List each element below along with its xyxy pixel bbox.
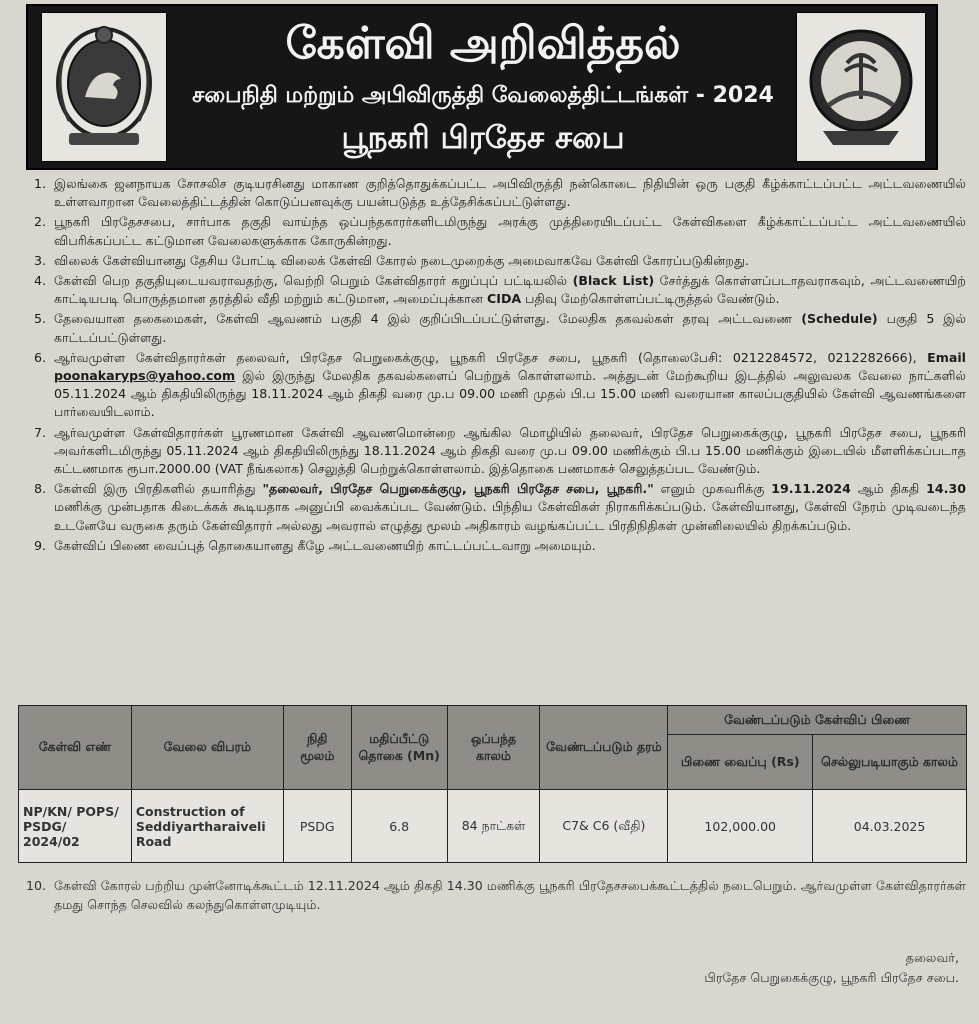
text-run: கேள்வி இரு பிரதிகளில் தயாரித்து <box>54 481 263 497</box>
text-run: ஆம் திகதி <box>850 481 927 497</box>
notice-point <box>18 213 966 249</box>
table-header-row <box>19 706 967 735</box>
email-link[interactable]: poonakaryps@yahoo.com <box>54 368 236 384</box>
point-text <box>54 480 966 535</box>
black-list-term: (Black List) <box>572 273 655 289</box>
point-text: ஆர்வமுள்ள கேள்விதாரர்கள் பூரணமான கேள்வி ஆவணமொன்றை ஆங்கில மொழியில் தலைவர், பிரதேச பெறுகைக்குழு, பூநகரி பிரதேச சபை, பூநகரி அவர்களிடமிருந்து 05.11.2024 ஆம் திகதியிலிருந்து 18.11.2024 ஆம் திகதி வரை மு.ப 09.00 மணிக்கும் பி.ப 15.00 மணிக்கும் இடையில் மீளளிக்கப்படாத கட்டணமாக ரூபா.2000.00 (VAT நீங்கலாக) செலுத்தி பெற்றுக்கொள்ளலாம். இத்தொகை பணமாகச் செலுத்தப்பட வேண்டும். <box>54 424 966 477</box>
notice-point <box>18 877 966 914</box>
notice-title: கேள்வி அறிவித்தல் <box>285 18 681 69</box>
notice-point <box>18 175 966 211</box>
cida-term: CIDA <box>487 291 522 307</box>
point-number: 10. <box>25 878 46 893</box>
cell-validity: 04.03.2025 <box>813 790 967 863</box>
cell-grade: C7& C6 (வீதி) <box>540 790 668 863</box>
point-text: கேள்விப் பிணை வைப்புத் தொகையானது கீழே அட்டவணையிற் காட்டப்பட்டவாறு அமையும். <box>54 537 596 553</box>
signature-title: தலைவர், <box>905 950 959 965</box>
col-bond-amount: பிணை வைப்பு (Rs) <box>668 735 813 790</box>
point-number: 6. <box>33 349 46 365</box>
closing-time: 14.30 <box>926 481 966 497</box>
point-text <box>54 349 966 422</box>
point-text <box>54 272 966 308</box>
cell-bond: 102,000.00 <box>668 790 813 863</box>
point-text: இலங்கை ஜனநாயக சோசலிச குடியரசினது மாகாண குறித்தொதுக்கப்பட்ட அபிவிருத்தி நன்கொடை நிதியின் ஒரு பகுதி கீழ்க்காட்டப்பட்ட அட்டவணையில் உள்ளவாறான வேலைத்திட்டத்தின் கொடுப்பனவுக்கு பயன்படுத்த உத்தேசிக்கப்பட்டுள்ளது. <box>54 176 966 210</box>
point-number: 4. <box>33 273 46 289</box>
council-emblem-icon <box>796 12 926 162</box>
point-number: 3. <box>33 252 46 268</box>
point-text <box>54 310 966 346</box>
text-run: சேர்த்துக் கொள்ளப்படாதவராகவும், அட்டவணையிற் காட்டியபடி பொருத்தமான தரத்தில் வீதி மற்றும் கட்டுமான, அமைப்புக்கான <box>54 273 966 307</box>
col-validity: செல்லுபடியாகும் காலம் <box>813 735 967 790</box>
cell-estimate: 6.8 <box>351 790 447 863</box>
tender-schedule-table <box>18 705 967 863</box>
notice-point <box>18 252 966 270</box>
signature-office: பிரதேச பெறுகைக்குழு, பூநகரி பிரதேச சபை. <box>704 970 959 985</box>
col-contract-period: ஒப்பந்த காலம் <box>447 706 540 790</box>
point-text: பூநகரி பிரதேசசபை, சார்பாக தகுதி வாய்ந்த ஒப்பந்தகாரர்களிடமிருந்து அரக்கு முத்திரையிடப்பட்ட கேள்விகளை கீழ்க்காட்டப்பட்ட அட்டவணையில் விபரிக்கப்பட்ட கட்டுமான வேலைகளுக்காக கோருகின்றது. <box>54 214 966 248</box>
cell-period: 84 நாட்கள் <box>447 790 540 863</box>
notice-subtitle: சபைநிதி மற்றும் அபிவிருத்தி வேலைத்திட்டங்கள் - 2024 <box>192 83 774 108</box>
col-required-grade: வேண்டப்படும் தரம் <box>540 706 668 790</box>
sri-lanka-emblem-icon <box>41 12 167 162</box>
text-run: தேவையான தகைமைகள், கேள்வி ஆவணம் பகுதி 4 இல் குறிப்பிடப்பட்டுள்ளது. மேலதிக தகவல்கள் தரவு அட்டவணை <box>54 311 802 327</box>
notice-point <box>18 537 966 555</box>
notice-point-10 <box>18 877 966 916</box>
point-number: 2. <box>33 214 46 230</box>
cell-fund: PSDG <box>283 790 351 863</box>
text-run: கேள்வி பெற தகுதியுடையவராவதற்கு, வெற்றி பெறும் கேள்விதாரர் கறுப்புப் பட்டியலில் <box>54 273 573 289</box>
point-number: 9. <box>33 537 46 553</box>
address-text: "தலைவர், பிரதேச பெறுகைக்குழு, பூநகரி பிரதேச சபை, பூநகரி." <box>262 481 654 497</box>
notice-point <box>18 310 966 346</box>
col-estimate: மதிப்பீட்டு தொகை (Mn) <box>351 706 447 790</box>
cell-tender-no: NP/KN/ POPS/ PSDG/ 2024/02 <box>19 790 132 863</box>
email-label: Email <box>927 349 966 365</box>
point-number: 7. <box>33 424 46 440</box>
notice-header <box>26 4 938 170</box>
council-name: பூநகரி பிரதேச சபை <box>341 120 625 156</box>
closing-date: 19.11.2024 <box>771 481 851 497</box>
text-run: எனும் முகவரிக்கு <box>653 481 772 497</box>
notice-point <box>18 480 966 535</box>
point-number: 1. <box>33 176 46 191</box>
schedule-term: (Schedule) <box>801 311 878 327</box>
col-tender-security: வேண்டப்படும் கேள்விப் பிணை <box>668 706 967 735</box>
point-text: கேள்வி கோரல் பற்றிய முன்னோடிக்கூட்டம் 12.11.2024 ஆம் திகதி 14.30 மணிக்கு பூநகரி பிரதேசசபைக்கூட்டத்தில் நடைபெறும். ஆர்வமுள்ள கேள்விதாரர்கள் தமது சொந்த செலவில் கலந்துகொள்ளமுடியும். <box>54 878 966 912</box>
col-work-description: வேலை விபரம் <box>131 706 283 790</box>
point-text: விலைக் கேள்வியானது தேசிய போட்டி விலைக் கேள்வி கோரல் நடைமுறைக்கு அமைவாகவே கேள்வி கோரப்படுகின்றது. <box>54 252 749 268</box>
col-tender-no: கேள்வி எண் <box>19 706 132 790</box>
signature-block <box>704 948 959 988</box>
text-run: பகுதி 5 இல் காட்டப்பட்டுள்ளது. <box>54 311 966 345</box>
text-run: பதிவு மேற்கொள்ளப்பட்டிருத்தல் வேண்டும். <box>521 291 780 307</box>
notice-point <box>18 424 966 479</box>
notice-point <box>18 272 966 308</box>
point-number: 8. <box>33 481 46 497</box>
notice-point <box>18 349 966 422</box>
text-run: ஆர்வமுள்ள கேள்விதாரர்கள் தலைவர், பிரதேச பெறுகைக்குழு, பூநகரி பிரதேச சபை, பூநகரி (தொலைபேசி: 0212284572, 0212282666), <box>54 349 928 365</box>
table-row <box>19 790 967 863</box>
cell-work: Construction of Seddiyartharaiveli Road <box>131 790 283 863</box>
notice-points <box>18 175 966 557</box>
text-run: இல் இருந்து மேலதிக தகவல்களைப் பெற்றுக் கொள்ளலாம். அத்துடன் மேற்கூறிய இடத்தில் அலுவலக வேலை நாட்களில் 05.11.2024 ஆம் திகதியிலிருந்து 18.11.2024 ஆம் திகதி வரை மு.ப 09.00 மணி முதல் பி.ப 15.00 மணி வரையான காலப்பகுதியில் கேள்வி ஆவணங்களை பார்வையிடலாம். <box>54 368 966 420</box>
point-number: 5. <box>33 311 46 327</box>
col-fund-source: நிதி மூலம் <box>283 706 351 790</box>
text-run: மணிக்கு முன்பதாக கிடைக்கக் கூடியதாக அனுப்பி வைக்கப்பட வேண்டும். பிந்திய கேள்விகள் நிராகரிக்கப்படும். கேள்வியானது, கேள்வி நேரம் முடிவடைந்த உடனேயே வருகை தரும் கேள்விதாரர் அல்லது அவரால் எழுத்து மூலம் அதிகாரம் வழங்கப்பட்ட பிரதிநிதிகள் முன்னிலையில் திறக்கப்படும். <box>54 499 966 533</box>
